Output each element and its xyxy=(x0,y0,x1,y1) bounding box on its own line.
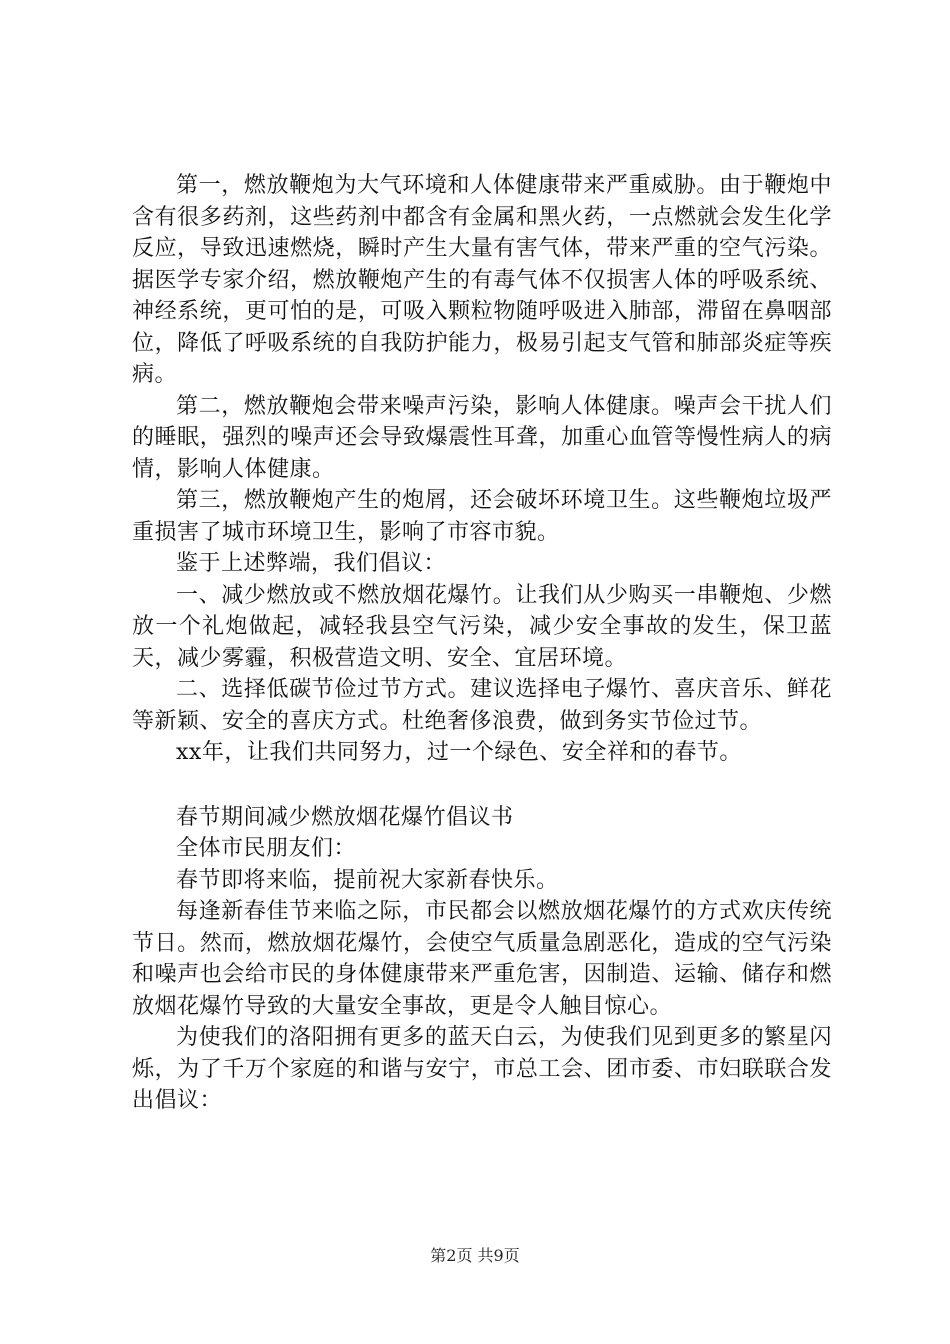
paragraph-proposal-two: 二、选择低碳节俭过节方式。建议选择电子爆竹、喜庆音乐、鲜花等新颖、安全的喜庆方式。杜绝奢侈浪费，做到务实节俭过节。 xyxy=(132,677,832,734)
section-spacer xyxy=(132,769,832,802)
page-number-footer: 第2页 共9页 xyxy=(430,1246,520,1265)
paragraph-closing: xx年，让我们共同努力，过一个绿色、安全祥和的春节。 xyxy=(176,740,742,765)
paragraph-background: 每逢新春佳节来临之际，市民都会以燃放烟花爆竹的方式欢庆传统节日。然而，燃放烟花爆竹，会使空气质量急剧恶化，造成的空气污染和噪声也会给市民的身体健康带来严重危害，因制造、运输、储存和燃放烟花爆竹导致的大量安全事故，更是令人触目惊心。 xyxy=(132,899,832,1019)
salutation: 全体市民朋友们： xyxy=(176,836,357,861)
paragraph-harm-air: 第一，燃放鞭炮为大气环境和人体健康带来严重威胁。由于鞭炮中含有很多药剂，这些药剂中都含有金属和黑火药，一点燃就会发生化学反应，导致迅速燃烧，瞬时产生大量有害气体，带来严重的空气污染。据医学专家介绍，燃放鞭炮产生的有毒气体不仅损害人体的呼吸系统、神经系统，更可怕的是，可吸入颗粒物随呼吸进入肺部，滞留在鼻咽部位，降低了呼吸系统的自我防护能力，极易引起支气管和肺部炎症等疾病。 xyxy=(132,173,832,387)
document-body xyxy=(132,170,832,1117)
paragraph-harm-noise: 第二，燃放鞭炮会带来噪声污染，影响人体健康。噪声会干扰人们的睡眠，强烈的噪声还会导致爆震性耳聋，加重心血管等慢性病人的病情，影响人体健康。 xyxy=(132,393,832,482)
paragraph-proposal-one: 一、减少燃放或不燃放烟花爆竹。让我们从少购买一串鞭炮、少燃放一个礼炮做起，减轻我县空气污染，减少安全事故的发生，保卫蓝天，减少雾霾，积极营造文明、安全、宜居环境。 xyxy=(132,582,832,671)
section-title: 春节期间减少燃放烟花爆竹倡议书 xyxy=(176,804,514,830)
paragraph-proposal-intro: 鉴于上述弊端，我们倡议： xyxy=(176,551,447,576)
paragraph-harm-litter: 第三，燃放鞭炮产生的炮屑，还会破坏环境卫生。这些鞭炮垃圾严重损害了城市环境卫生，影响了市容市貌。 xyxy=(132,488,832,545)
paragraph-call: 为使我们的洛阳拥有更多的蓝天白云，为使我们见到更多的繁星闪烁，为了千万个家庭的和谐与安宁，市总工会、团市委、市妇联联合发出倡议： xyxy=(132,1025,832,1113)
paragraph-greeting: 春节即将来临，提前祝大家新春快乐。 xyxy=(176,867,559,893)
